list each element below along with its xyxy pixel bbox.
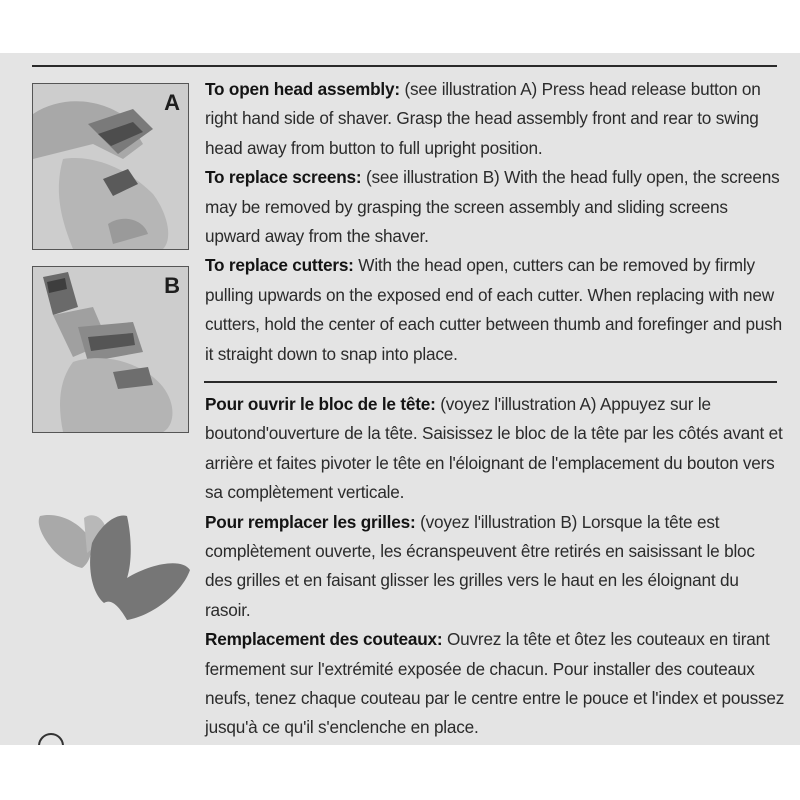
remplacer-grilles-paragraph xyxy=(205,508,785,626)
illustration-b xyxy=(32,266,189,433)
replace-cutters-heading: To replace cutters: xyxy=(205,255,354,276)
remplacement-couteaux-text: Ouvrez la tête et ôtez les couteaux en tirant fermement sur l'extrémité exposée de chacun. Pour installer des couteaux neufs, tenez chaque couteau par le centre entre le pouce et l'index et poussez jusqu'à ce qu'il s'enclenche en place. xyxy=(205,629,785,738)
replace-screens-paragraph xyxy=(205,163,785,251)
butterfly-icon xyxy=(32,508,192,628)
replace-cutters-text: With the head open, cutters can be removed by firmly pulling upwards on the exposed end of each cutter. When replacing with new cutters, hold the center of each cutter between thumb and forefinger and push it straight down to snap into place. xyxy=(205,255,782,364)
replace-screens-text: (see illustration B) With the head fully open, the screens may be removed by grasping the screen assembly and sliding screens upward away from the shaver. xyxy=(205,167,780,247)
ouvrir-bloc-paragraph xyxy=(205,390,785,508)
replace-cutters-paragraph xyxy=(205,251,785,369)
ouvrir-bloc-text: (voyez l'illustration A) Appuyez sur le boutond'ouverture de la tête. Saisissez le bloc de la tête par les côtés avant et arrière et faites pivoter le tête en l'éloignant de l'emplacement du bouton vers sa complètement verticale. xyxy=(205,394,783,503)
open-head-heading: To open head assembly: xyxy=(205,79,400,99)
open-head-paragraph xyxy=(205,75,785,163)
remplacer-grilles-text: (voyez l'illustration B) Lorsque la tête est complètement ouverte, les écranspeuvent être retirés en saisissant le bloc des grilles et en faisant glisser les grilles vers le haut en les éloignant du rasoir. xyxy=(205,511,755,620)
remplacement-couteaux-paragraph xyxy=(205,625,785,743)
remplacement-couteaux-heading: Remplacement des couteaux: xyxy=(205,629,443,650)
manual-page xyxy=(0,53,800,745)
english-instructions xyxy=(205,75,785,369)
page-corner-mark xyxy=(38,733,64,745)
ouvrir-bloc-heading: Pour ouvrir le bloc de le tête: xyxy=(205,394,436,414)
open-head-text: (see illustration A) Press head release button on right hand side of shaver. Grasp the head assembly front and rear to swing head away from button to full upright position. xyxy=(205,79,761,158)
section-divider xyxy=(204,381,777,383)
illustration-a-label: A xyxy=(164,90,180,115)
remplacer-grilles-heading: Pour remplacer les grilles: xyxy=(205,511,416,532)
illustration-a xyxy=(32,83,189,250)
top-divider xyxy=(32,65,777,67)
replace-screens-heading: To replace screens: xyxy=(205,167,362,188)
illustration-b-label: B xyxy=(164,273,180,298)
french-instructions xyxy=(205,390,785,743)
